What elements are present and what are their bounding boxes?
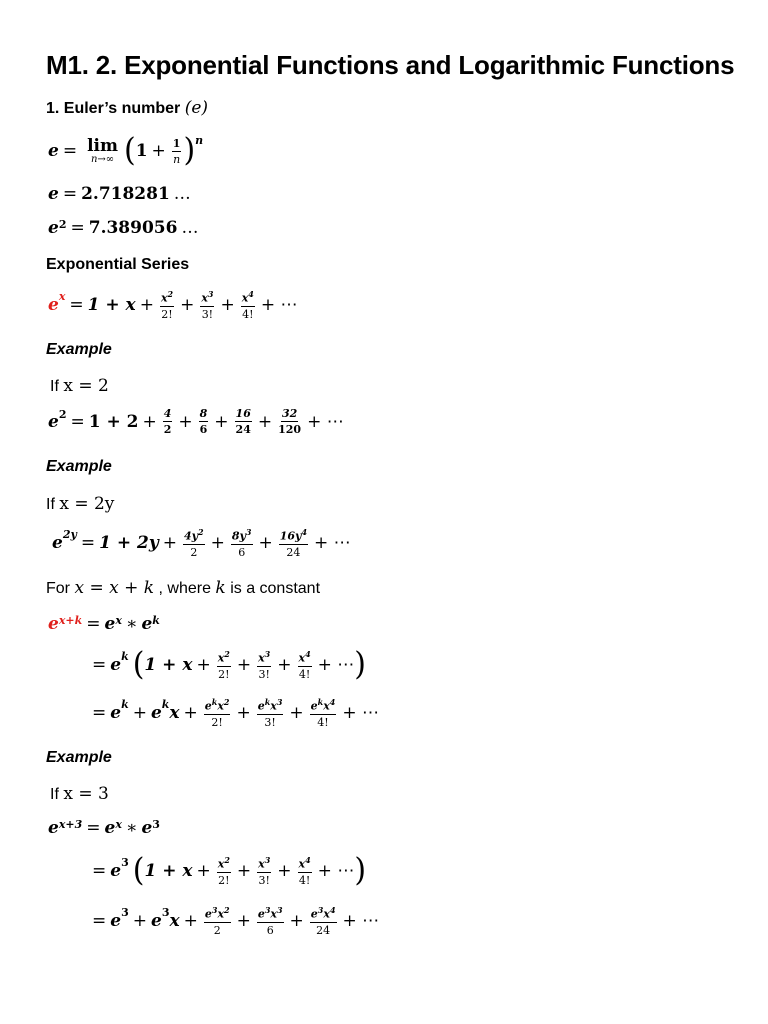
fraction-term: $\frac{16y^4}{24}$ bbox=[279, 527, 308, 559]
plus-sign: + bbox=[139, 294, 154, 315]
shift-text: For x = x + k , where k is a constant bbox=[46, 578, 321, 598]
fraction-term: $\frac{4y^2}{2}$ bbox=[184, 527, 204, 559]
plus-sign: + bbox=[289, 910, 304, 931]
fraction-term: $\frac{e^3x^3}{6}$ bbox=[257, 905, 283, 937]
example-label-2: Example bbox=[46, 458, 112, 475]
example-label-1: Example bbox=[46, 341, 112, 358]
plus-sign: + bbox=[277, 861, 292, 881]
ex3-line-3: = e $^3$ + e $^3$ x + $\frac{e^3x^2}{2}$ + $\frac{e^3x^3}{6}$ + $\frac{e^3x^4}{24}$ + ⋯ bbox=[92, 905, 380, 937]
limit-operator: lim n→∞ bbox=[87, 135, 118, 165]
fraction-term: $\frac{x^3}{3!}$ bbox=[258, 855, 271, 887]
e-squared-line: e $^2$ = 7.389056 … bbox=[48, 218, 199, 238]
shift-line-2: = e $^k$ ( 1 + x + $\frac{x^2}{2!}$ + $\frac{x^3}{3!}$ + $\frac{x^4}{4!}$ + ⋯ ) bbox=[92, 646, 367, 683]
fraction-term: $\frac{8y^3}{6}$ bbox=[231, 527, 252, 559]
plus-sign: + bbox=[196, 655, 211, 675]
plus-sign: + bbox=[142, 411, 157, 432]
plus-sign: + bbox=[258, 532, 273, 553]
example-label-3: Example bbox=[46, 749, 112, 766]
ex1-formula: e $^2$ = 1 + 2 + $\frac{4}{2}$ + $\frac{8}{6}$ + $\frac{16}{24}$ + $\frac{32}{120}$ + ⋯ bbox=[48, 407, 344, 436]
plus-sign: + bbox=[236, 655, 252, 675]
fraction-term: $\frac{e^kx^4}{4!}$ bbox=[310, 697, 336, 729]
e-value-line: e = 2.718281 … bbox=[48, 184, 191, 204]
fraction-term: $\frac{x^3}{3!}$ bbox=[201, 289, 214, 321]
section-label: 1. Euler’s number bbox=[46, 100, 181, 117]
fraction-term: $\frac{x^2}{2!}$ bbox=[217, 855, 230, 887]
fraction-term: $\frac{e^kx^2}{2!}$ bbox=[204, 697, 230, 729]
ex2-formula: e $^{2y}$ = 1 + 2y + $\frac{4y^2}{2}$ + $\frac{8y^3}{6}$ + $\frac{16y^4}{24}$ + ⋯ bbox=[52, 527, 351, 559]
series-heading: Exponential Series bbox=[46, 256, 190, 273]
section-heading-euler bbox=[46, 98, 208, 118]
fraction-term: $\frac{x^4}{4!}$ bbox=[298, 855, 311, 887]
fraction-term: $\frac{x^4}{4!}$ bbox=[298, 649, 311, 681]
plus-sign: + bbox=[289, 702, 304, 723]
plus-sign: + bbox=[277, 655, 292, 675]
fraction-term: $\frac{16}{24}$ bbox=[235, 407, 251, 436]
ex3-line-1: e $^{x+3}$ = e $^x$ ∗ e $^3$ bbox=[48, 818, 160, 838]
fraction-term: $\frac{4}{2}$ bbox=[163, 407, 172, 436]
fraction-term: $\frac{e^3x^4}{24}$ bbox=[310, 905, 336, 937]
ex2-condition: If x = 2y bbox=[46, 494, 115, 514]
plus-sign: + bbox=[210, 532, 225, 553]
plus-sign: + bbox=[257, 411, 273, 432]
ex3-condition: If x = 3 bbox=[50, 784, 109, 804]
plus-sign: + bbox=[214, 411, 229, 432]
plus-sign: + bbox=[236, 861, 252, 881]
fraction-term: $\frac{x^3}{3!}$ bbox=[258, 649, 271, 681]
fraction-term: $\frac{x^2}{2!}$ bbox=[217, 649, 230, 681]
ex3-line-2: = e $^3$ ( 1 + x + $\frac{x^2}{2!}$ + $\frac{x^3}{3!}$ + $\frac{x^4}{4!}$ + ⋯ ) bbox=[92, 852, 367, 889]
page-title: M1. 2. Exponential Functions and Logarithmic Functions bbox=[46, 50, 735, 80]
limit-definition: e = lim n→∞ ( 1 + $\frac{1}{n}$ ) $^n$ bbox=[48, 132, 204, 169]
plus-sign: + bbox=[162, 532, 177, 553]
fraction-term: $\frac{e^3x^2}{2}$ bbox=[204, 905, 230, 937]
fraction-term: $\frac{32}{120}$ bbox=[278, 407, 302, 436]
plus-sign: + bbox=[180, 294, 195, 315]
fraction-term: $\frac{x^2}{2!}$ bbox=[160, 289, 174, 321]
plus-sign: + bbox=[183, 910, 198, 931]
fraction-term: $\frac{8}{6}$ bbox=[199, 407, 208, 436]
plus-sign: + bbox=[196, 861, 211, 881]
fraction-term: $\frac{x^4}{4!}$ bbox=[241, 289, 254, 321]
plus-sign: + bbox=[183, 702, 198, 723]
plus-sign: + bbox=[220, 294, 235, 315]
fraction-term: $\frac{e^kx^3}{3!}$ bbox=[257, 697, 283, 729]
plus-sign: + bbox=[236, 702, 251, 723]
shift-line-1: e $^{x+k}$ = e $^x$ ∗ e $^k$ bbox=[48, 614, 160, 634]
ex1-condition: If x = 2 bbox=[50, 376, 109, 396]
plus-sign: + bbox=[178, 411, 193, 432]
series-formula: e $^x$ = 1 + x + $\frac{x^2}{2!}$ + $\frac{x^3}{3!}$ + $\frac{x^4}{4!}$ + ⋯ bbox=[48, 289, 298, 321]
plus-sign: + bbox=[236, 910, 251, 931]
shift-line-3: = e $^k$ + e $^k$ x + $\frac{e^kx^2}{2!}$ + $\frac{e^kx^3}{3!}$ + $\frac{e^kx^4}{4!}$ + ⋯ bbox=[92, 697, 380, 729]
euler-symbol: (e) bbox=[184, 98, 209, 118]
